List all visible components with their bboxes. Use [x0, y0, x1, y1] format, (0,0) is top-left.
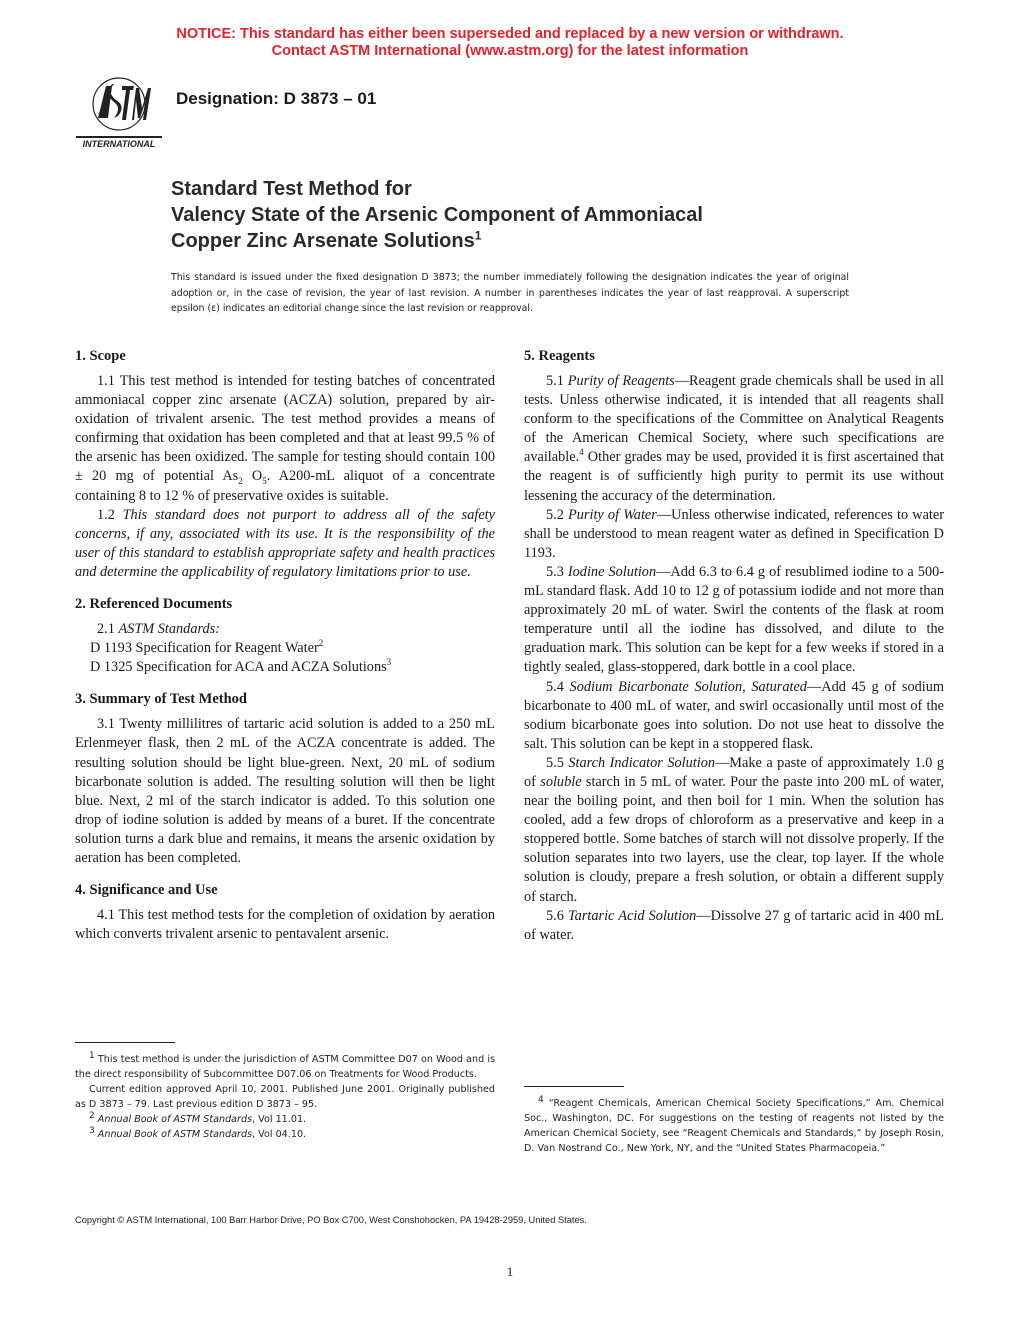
- right-column: [524, 346, 944, 945]
- paragraph-1-2: 1.2 This standard does not purport to address all of the safety concerns, if any, associated with its use. It is the responsibility of the user of this standard to establish appropriate safety and health practices and determine the applicability of regulatory limitations prior to use.: [75, 506, 495, 580]
- footnote-rule-right: [524, 1086, 624, 1087]
- footnote-2: $^2$ Annual Book of ASTM Standards, Vol 11.01.: [89, 1110, 307, 1125]
- footnote-3: $^3$ Annual Book of ASTM Standards, Vol 04.10.: [89, 1125, 307, 1140]
- document-title: [171, 176, 891, 254]
- footnote-1-continued: Current edition approved April 10, 2001. Published June 2001. Originally published as D 3873 – 79. Last previous edition D 3873 – 95.: [75, 1084, 495, 1110]
- paragraph-5-4: 5.4 Sodium Bicarbonate Solution, Saturated—Add 45 g of sodium bicarbonate to 400 mL of water, and swirl occasionally until most of the sodium bicarbonate goes into solution. Do not use heat to dissolve the salt. This solution can be kept in a stoppered flask.: [524, 678, 944, 752]
- astm-logo-icon: [76, 74, 162, 154]
- section-heading-summary: 3. Summary of Test Method: [75, 691, 247, 708]
- reference-d1325: D 1325 Specification for ACA and ACZA Solutions$^3$: [90, 657, 392, 676]
- withdrawal-notice: [0, 26, 1020, 60]
- copyright-line: Copyright © ASTM International, 100 Barr Harbor Drive, PO Box C700, West Conshohocken, PA 19428-2959, United States.: [75, 1215, 587, 1225]
- paragraph-5-1: 5.1 Purity of Reagents—Reagent grade chemicals shall be used in all tests. Unless otherwise indicated, it is intended that all reagents shall conform to the specifications of the Committee on Analytical Reagents of the American Chemical Society, where such specifications are available.$^4$ Other grades may be used, provided it is first ascertained that the reagent is of sufficiently high purity to permit its use without lessening the accuracy of the determination.: [524, 373, 944, 504]
- designation: Designation: D 3873 – 01: [176, 89, 377, 108]
- paragraph-5-3: 5.3 Iodine Solution—Add 6.3 to 6.4 g of resublimed iodine to a 500-mL standard flask. Add 10 to 12 g of potassium iodide and not more than approximately 20 mL of water. Swirl the contents of the flask at room temperature until all the iodine has dissolved, and dilute to the graduation mark. This solution can be kept for a few weeks if stored in a tightly sealed, glass-stoppered, dark bottle in a cool place.: [524, 563, 944, 676]
- paragraph-2-1: 2.1 ASTM Standards:: [97, 621, 220, 638]
- title-line-3: Copper Zinc Arsenate Solutions$^1$: [171, 228, 482, 252]
- section-heading-referenced-documents: 2. Referenced Documents: [75, 596, 233, 613]
- footnote-1: $^1$ This test method is under the jurisdiction of ASTM Committee D07 on Wood and is the direct responsibility of Subcommittee D07.06 on Treatments for Wood Products.: [75, 1050, 495, 1080]
- footnote-rule-left: [75, 1042, 175, 1043]
- notice-line-2: Contact ASTM International (www.astm.org) for the latest information: [271, 43, 749, 59]
- title-footnote-marker: 1: [474, 228, 482, 243]
- title-line-1: Standard Test Method for: [171, 178, 412, 200]
- title-line-2: Valency State of the Arsenic Component of Ammoniacal: [171, 204, 703, 226]
- logo-wordmark: INTERNATIONAL: [82, 139, 156, 149]
- issue-note: This standard is issued under the fixed designation D 3873; the number immediately following the designation indicates the year of original adoption or, in the case of revision, the year of last revision. A number in parentheses indicates the year of last reapproval. A superscript epsilon (ε) indicates an editorial change since the last revision or reapproval.: [171, 272, 849, 314]
- notice-line-1: NOTICE: This standard has either been superseded and replaced by a new version or withdrawn.: [176, 26, 844, 42]
- page-number: 1: [506, 1264, 514, 1279]
- left-column: [75, 346, 495, 944]
- paragraph-5-5: 5.5 Starch Indicator Solution—Make a paste of approximately 1.0 g of soluble starch in 5 mL of water. Pour the paste into 200 mL of water, near the boiling point, and then boil for 1 min. When the solution has cooled, add a few drops of chloroform as a preservative and keep in a stoppered bottle. Some batches of starch will not dissolve properly. If the solution separates into two layers, use the clear, top layer. If the whole solution is cloudy, prepare a fresh solution, or obtain a different supply of starch.: [524, 754, 944, 905]
- footnotes-left: [75, 1052, 495, 1142]
- section-heading-significance: 4. Significance and Use: [75, 882, 218, 899]
- paragraph-1-1: 1.1 This test method is intended for testing batches of concentrated ammoniacal copper zinc arsenate (ACZA) solution, prepared by air-oxidation of trivalent arsenic. The test method provides a means of confirming that oxidation has been completed and that at least 99.5 % of the arsenic has been oxidized. The sample for testing should contain 100 ± 20 mg of potential $As_2$ $O_5$. A200-mL aliquot of a concentrate containing 8 to 12 % of preservative oxides is suitable.: [75, 373, 495, 504]
- section-heading-scope: 1. Scope: [75, 348, 126, 364]
- paragraph-3-1: 3.1 Twenty millilitres of tartaric acid solution is added to a 250 mL Erlenmeyer flask, then 2 mL of the ACZA concentrate is added. The resulting solution should be light blue-green. Next, 20 mL of sodium bicarbonate solution is added. The resulting solution will then be light blue. Next, 2 ml of the starch indicator is added. To this solution one drop of iodine solution is added by means of a buret. If the concentrate solution turns a dark blue and remains, it means the arsenic oxidation by aeration has been completed.: [75, 716, 495, 866]
- paragraph-4-1: 4.1 This test method tests for the completion of oxidation by aeration which converts trivalent arsenic to pentavalent arsenic.: [75, 907, 495, 943]
- footnote-4: $^4$ “Reagent Chemicals, American Chemical Society Specifications,” Am. Chemical Soc., Washington, DC. For suggestions on the testing of reagents not listed by the American Chemical Society, see “Reagent Chemicals and Standards,” by Joseph Rosin, D. Van Nostrand Co., New York, NY, and the “United States Pharmacopeia.”: [524, 1094, 944, 1154]
- paragraph-5-2: 5.2 Purity of Water—Unless otherwise indicated, references to water shall be understood to mean reagent water as defined in Specification D 1193.: [524, 506, 944, 561]
- reference-d1193: D 1193 Specification for Reagent Water$^2$: [90, 638, 324, 657]
- astm-logo: [76, 74, 162, 154]
- footnotes-right: [524, 1096, 944, 1156]
- section-heading-reagents: 5. Reagents: [524, 348, 595, 364]
- paragraph-5-6: 5.6 Tartaric Acid Solution—Dissolve 27 g of tartaric acid in 400 mL of water.: [524, 907, 944, 943]
